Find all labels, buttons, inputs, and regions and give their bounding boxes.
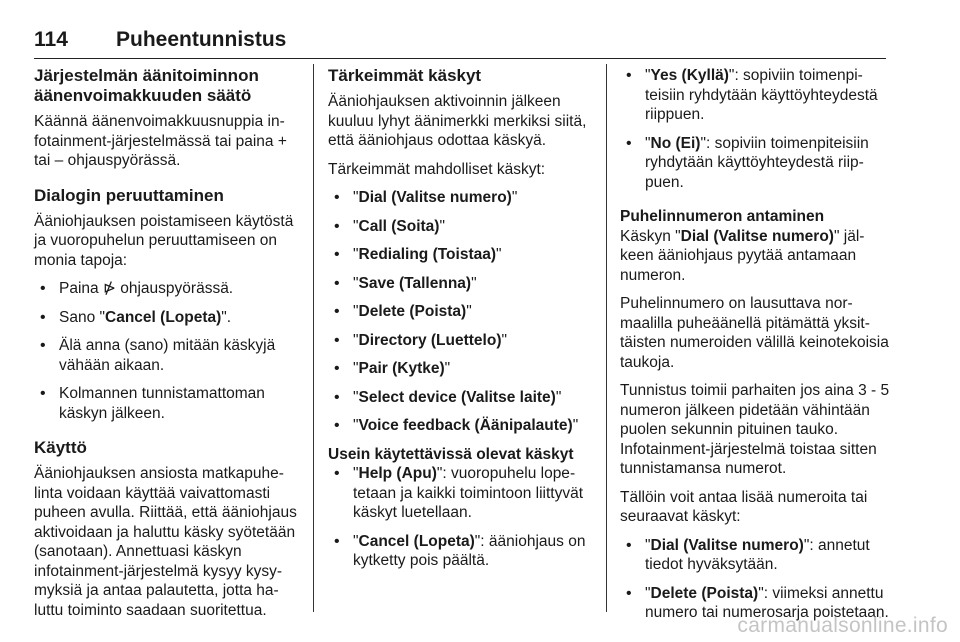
paragraph-volume: Käännä äänenvoimakkuusnuppia infotainment-järjestelmässä tai paina + tai – ohjauspyörässä. — [34, 113, 287, 169]
list-item: • "Delete (Poista)": viimeksi annettu numero tai numerosarja poistetaan. — [620, 584, 890, 623]
paragraph-recognition: Tunnistus toimii parhaiten jos aina 3 - 5 numeron jälkeen pidetään vähintään puolen sekunnin pituinen tauko. Infotainment-järjestelmä toistaa sitten tunnistamansa numerot. — [620, 382, 890, 477]
list-item: • "No (Ei)": sopiviin toimenpiteisiin ryhdytään käyttöyhteydestä riippuen. — [620, 134, 890, 193]
list-item: • "Dial (Valitse numero)": annetut tiedot hyväksytään. — [620, 536, 890, 575]
list-item: • Kolmannen tunnistamattoman käskyn jälkeen. — [34, 384, 300, 423]
list-item: • "Help (Apu)": vuoropuhelu lopetetaan ja kaikki toimintoon liittyvät käskyt luetellaan. — [328, 464, 596, 523]
list-item: • "Pair (Kytke)" — [328, 359, 596, 379]
list-item: • "Save (Tallenna)" — [328, 274, 596, 294]
paragraph-commands-intro: Tärkeimmät mahdolliset käskyt: — [328, 160, 546, 178]
list-item: • "Redialing (Toistaa)" — [328, 245, 596, 265]
paragraph-activation: Ääniohjauksen aktivoinnin jälkeen kuuluu lyhyt äänimerkki merkiksi siitä, että ääniohjaus odottaa käskyä. — [328, 93, 587, 149]
column-3 — [620, 66, 890, 632]
column-divider — [313, 64, 314, 612]
paragraph-usage: Ääniohjauksen ansiosta matkapuhelinta voidaan käyttää vaivattomasti puheen avulla. Riittää, että ääniohjaus aktivoidaan ja haluttu käsky syötetään (sanotaan). Annettuasi käskyn infotainment-järjestelmä kysyy kysymyksiä ja antaa palautetta, jotta haluttu toiminto saadaan suoritettua. — [34, 465, 297, 619]
number-commands-list — [620, 536, 890, 623]
column-1 — [34, 66, 300, 629]
list-item: • "Dial (Valitse numero)" — [328, 188, 596, 208]
paragraph-cancel-intro: Ääniohjauksen poistamiseen käytöstä ja vuoropuhelun peruuttamiseen on monia tapoja: — [34, 212, 294, 269]
yes-no-list — [620, 66, 890, 192]
list-item: • "Directory (Luettelo)" — [328, 331, 596, 351]
list-item: • Älä anna (sano) mitään käskyjä vähään aikaan. — [34, 336, 300, 375]
list-item: • "Yes (Kyllä)": sopiviin toimenpiteisiin ryhdytään käyttöyhteydestä riippuen. — [620, 66, 890, 125]
list-item: • Sano "Cancel (Lopeta)". — [34, 308, 300, 328]
page-number: 114 — [34, 28, 68, 51]
paragraph-further: Tällöin voit antaa lisää numeroita tai seuraavat käskyt: — [620, 488, 868, 525]
paragraph-dial: Käskyn "Dial (Valitse numero)" jälkeen ääniohjaus pyytää antamaan numeron. — [620, 227, 865, 284]
watermark: carmanualsonline.info — [737, 614, 948, 637]
heading-enter-number: Puhelinnumeron antaminen — [620, 208, 825, 225]
list-item: • "Select device (Valitse laite)" — [328, 388, 596, 408]
cancel-methods-list — [34, 279, 300, 423]
list-item: • "Delete (Poista)" — [328, 302, 596, 322]
column-divider — [606, 64, 607, 612]
column-2 — [328, 66, 596, 580]
page-header — [34, 28, 886, 59]
list-item: • "Call (Soita)" — [328, 217, 596, 237]
frequent-commands-list — [328, 464, 596, 571]
heading-cancel-dialog: Dialogin peruuttaminen — [34, 185, 224, 205]
list-item: • "Cancel (Lopeta)": ääniohjaus on kytketty pois päältä. — [328, 532, 596, 571]
chapter-title: Puheentunnistus — [116, 28, 287, 51]
paragraph-speaking: Puhelinnumero on lausuttava normaalilla puheäänellä pitämättä yksittäisten numeroiden välillä keinotekoisia taukoja. — [620, 295, 889, 371]
list-item: • Paina ⋫ ohjauspyörässä. — [34, 279, 300, 299]
heading-volume: Järjestelmän äänitoiminnon äänenvoimakkuuden säätö — [34, 66, 259, 105]
heading-frequent-commands: Usein käytettävissä olevat käskyt — [328, 445, 574, 463]
heading-usage: Käyttö — [34, 438, 87, 457]
list-item: • "Voice feedback (Äänipalaute)" — [328, 416, 596, 436]
heading-main-commands: Tärkeimmät käskyt — [328, 66, 482, 85]
command-cancel: Cancel (Lopeta) — [105, 308, 222, 326]
main-commands-list — [328, 188, 596, 436]
